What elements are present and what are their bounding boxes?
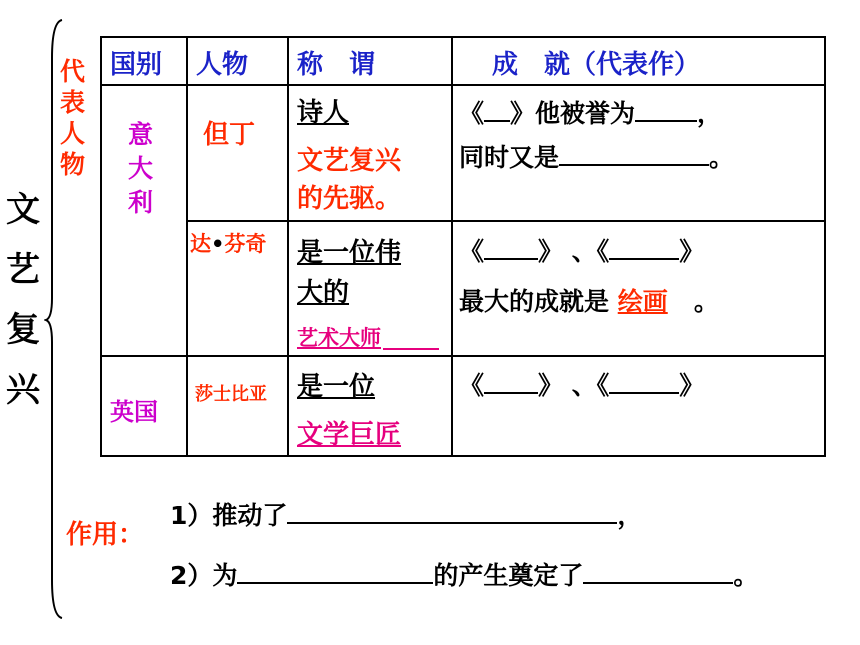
title-great-2: 大的 [297,278,350,308]
blank-field[interactable] [609,234,679,260]
title-poet: 诗人 [297,98,350,128]
painting-answer: 绘画 [617,287,668,316]
title-pioneer-2: 的先驱。 [297,184,402,214]
label-char: 表 [60,88,86,117]
achievement-dante-line1: 《 》他被誉为 ， [459,94,722,130]
achievement-dante-line2: 同时又是 。 [459,138,734,174]
header-country: 国别 [110,50,163,80]
label-char: 物 [60,150,86,179]
section-title-char: 复 [6,310,40,350]
blank-field[interactable] [484,234,538,260]
section-title-char: 兴 [6,370,40,410]
art-master-underline [383,348,439,350]
person-shakespeare: 莎士比亚 [195,384,267,405]
blank-field[interactable] [635,96,697,122]
header-title: 称 谓 [297,50,376,80]
achievement-da-vinci-line2: 最大的成就是 绘画 。 [459,287,719,316]
blank-field[interactable] [583,558,733,584]
country-england: 英国 [110,398,158,426]
achievement-da-vinci-line1: 《 》 、《 》 [459,232,704,268]
country-char: 利 [128,188,154,217]
representatives-label [60,56,85,180]
blank-field[interactable] [609,368,679,394]
title-pioneer-1: 文艺复兴 [297,146,402,176]
label-char: 代 [60,57,86,86]
blank-field[interactable] [484,96,510,122]
title-literary-master: 文学巨匠 [297,420,402,450]
effect-item-1: 1）推动了 ， [170,496,642,532]
person-dante: 但丁 [203,120,256,150]
section-title-char: 文 [6,190,40,230]
country-italy [128,118,153,220]
country-char: 意 [128,120,154,149]
person-da-vinci: 达•芬奇 [190,232,267,256]
header-achievement: 成 就（代表作） [492,50,701,80]
section-title [6,180,40,420]
header-person: 人物 [196,50,249,80]
label-char: 人 [60,119,86,148]
title-literary-1: 是一位 [297,372,376,402]
title-art-master: 艺术大师 [297,326,381,350]
blank-field[interactable] [484,368,538,394]
effect-label: 作用： [66,520,145,550]
effect-item-2: 2）为 的产生奠定了 。 [170,556,758,592]
section-title-char: 艺 [6,250,40,290]
blank-field[interactable] [237,558,433,584]
country-char: 大 [128,154,154,183]
blank-field[interactable] [559,140,709,166]
title-great-1: 是一位伟 [297,238,402,268]
achievement-shakespeare-line1: 《 》 、《 》 [459,366,704,402]
blank-field[interactable] [287,498,617,524]
